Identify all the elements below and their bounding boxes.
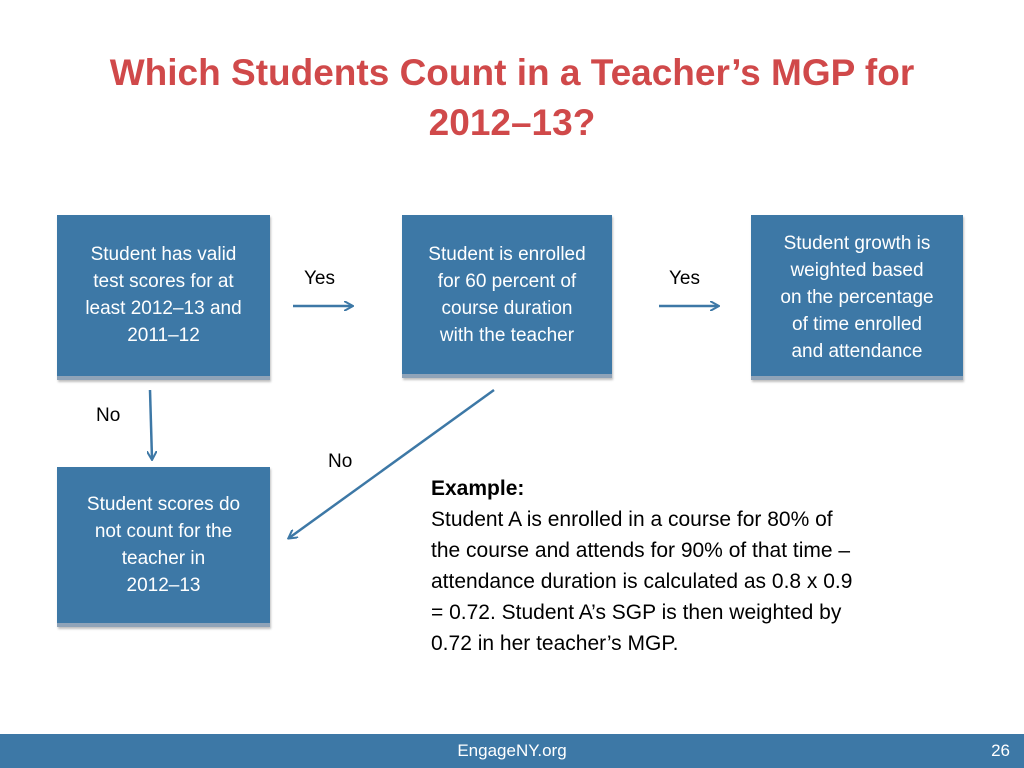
label-no-2: No (328, 451, 353, 472)
box-enrolled-60-percent (402, 215, 612, 378)
box-line: Student scores do (86, 494, 241, 515)
example-heading: Example: (431, 477, 525, 500)
box-growth-weighted (751, 215, 963, 380)
box-line: Student has valid (90, 244, 237, 265)
box-line: weighted based (790, 260, 924, 281)
example-body (431, 504, 951, 659)
box-line: on the percentage (780, 287, 934, 308)
box-line: teacher in (121, 548, 206, 569)
box-line: Student growth is (783, 233, 931, 254)
box-scores-do-not-count (57, 467, 270, 627)
box-line: 2012–13 (126, 575, 201, 596)
box-growth-weighted-text (780, 230, 933, 365)
box-valid-test-scores (57, 215, 270, 380)
box-line: with the teacher (439, 325, 575, 346)
box-line: least 2012–13 and (85, 298, 242, 319)
box-line: for 60 percent of (437, 271, 577, 292)
box-line: not count for the (94, 521, 233, 542)
footer-site: EngageNY.org (457, 741, 567, 760)
box-line: course duration (441, 298, 573, 319)
box-line: and attendance (791, 341, 923, 362)
example-line: = 0.72. Student A’s SGP is then weighted by (431, 601, 842, 624)
label-yes-2: Yes (669, 268, 700, 289)
arrow-no-1 (150, 390, 152, 459)
box-line: test scores for at (93, 271, 234, 292)
page-number: 26 (991, 741, 1010, 760)
example-line: Student A is enrolled in a course for 80% of (431, 508, 833, 531)
box-scores-do-not-count-text (87, 491, 240, 599)
example-text-block (431, 473, 951, 659)
box-line: Student is enrolled (428, 244, 586, 265)
box-valid-test-scores-text (85, 241, 241, 349)
title-line-2: 2012–13? (428, 102, 596, 143)
box-enrolled-text (428, 241, 585, 349)
example-line: the course and attends for 90% of that time – (431, 539, 851, 562)
label-no-1: No (96, 405, 121, 426)
example-line: 0.72 in her teacher’s MGP. (431, 632, 679, 655)
example-line: attendance duration is calculated as 0.8 x 0.9 (431, 570, 853, 593)
box-line: 2011–12 (127, 325, 200, 346)
footer-bar (0, 734, 1024, 768)
title-line-1: Which Students Count in a Teacher’s MGP for (109, 52, 915, 93)
box-line: of time enrolled (792, 314, 922, 335)
label-yes-1: Yes (304, 268, 335, 289)
